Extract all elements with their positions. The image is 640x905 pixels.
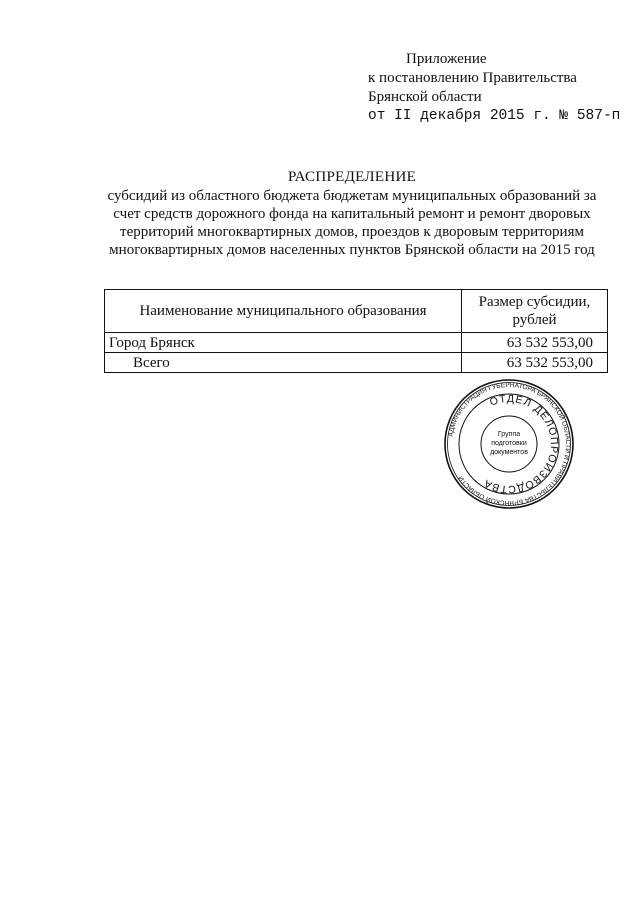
appendix-label: Приложение xyxy=(406,51,487,67)
stamp-ring-text: ОТДЕЛ ДЕЛОПРОИЗВОДСТВА xyxy=(481,392,561,496)
total-row xyxy=(105,353,608,373)
table-row xyxy=(105,333,608,353)
total-label: Всего xyxy=(105,353,462,373)
table-header-row xyxy=(105,290,608,333)
stamp-outer-text: АДМИНИСТРАЦИЯ ГУБЕРНАТОРА БРЯНСКОЙ ОБЛАСТИ И ПРАВИТЕЛЬСТВА БРЯНСКОЙ ОБЛАСТИ xyxy=(447,381,572,507)
header-amount: Размер субсидии, рублей xyxy=(462,290,608,333)
document-title xyxy=(96,168,608,259)
title-subtitle: субсидий из областного бюджета бюджетам муниципальных образований за счет средств дорожного фонда на капитальный ремонт и ремонт дворовых территорий многоквартирных домов, проездов к дворовым территориям многоквартирных домов населенных пунктов Брянской области на 2015 год xyxy=(107,188,597,258)
appendix-date: от II декабря 2015 г. № 587-п xyxy=(368,108,621,124)
title-heading: РАСПРЕДЕЛЕНИЕ xyxy=(287,169,417,185)
appendix-header xyxy=(368,50,620,126)
appendix-resolution: к постановлению Правительства xyxy=(368,70,577,86)
appendix-region: Брянской области xyxy=(368,89,482,105)
official-stamp xyxy=(443,378,575,510)
row-municipality: Город Брянск xyxy=(105,333,462,353)
stamp-center-line3: документов xyxy=(490,449,528,456)
stamp-center-line1: Группа xyxy=(497,431,521,438)
header-municipality: Наименование муниципального образования xyxy=(105,290,462,333)
subsidy-table xyxy=(104,289,608,373)
total-amount: 63 532 553,00 xyxy=(462,353,608,373)
row-amount: 63 532 553,00 xyxy=(462,333,608,353)
stamp-center-line2: подготовки xyxy=(491,440,527,447)
